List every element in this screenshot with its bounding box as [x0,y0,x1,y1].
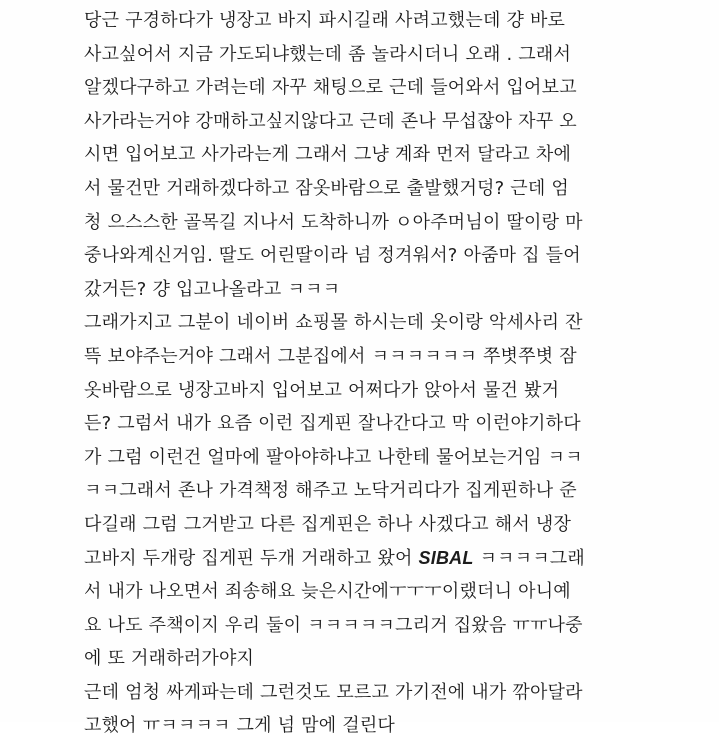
text-line: 서 물건만 거래하겠다하고 잠옷바람으로 출발했거덩? 근데 엄 [84,177,569,199]
text-line: 근데 엄청 싸게파는데 그런것도 모르고 가기전에 내가 깎아달라 [84,681,583,703]
text-line: 청 으스스한 골목길 지나서 도착하니까 ㅇ아주머님이 딸이랑 마 [84,211,583,233]
emphasis-word: SIBAL [418,547,474,568]
line-head: 고바지 두개랑 집게핀 두개 거래하고 왔어 [84,547,413,569]
text-line: 당근 구경하다가 냉장고 바지 파시길래 사려고했는데 걍 바로 [84,10,566,31]
text-line: 알겠다구하고 가려는데 자꾸 채팅으로 근데 들어와서 입어보고 [84,77,577,99]
text-line: 에 또 거래하러가야지 [84,648,255,670]
text-line: 뜩 보야주는거야 그래서 그분집에서 ㅋㅋㅋㅋㅋㅋ 쭈볏쭈볏 잠 [84,345,577,367]
text-line: 요 나도 주책이지 우리 둘이 ㅋㅋㅋㅋㅋ그리거 집왔음 ㅠㅠ나중 [84,614,583,636]
post-body [84,4,644,743]
text-line: 가 그럼 이런건 얼마에 팔아야하냐고 나한테 물어보는거임 ㅋㅋ [84,446,583,468]
text-line: 시면 입어보고 사가라는게 그래서 그냥 계좌 먼저 달라고 차에 [84,144,572,166]
text-line: 다길래 그럼 그거받고 다른 집게핀은 하나 사겠다고 해서 냉장 [84,513,572,535]
text-line: 사가라는거야 강매하고싶지않다고 근데 존나 무섭잖아 자꾸 오 [84,110,577,132]
text-line: 서 내가 나오면서 죄송해요 늦은시간에ㅜㅜㅜ이랬더니 아니예 [84,581,571,603]
text-line: 사고싶어서 지금 가도되냐했는데 좀 놀라시더니 오래 . 그래서 [84,43,572,65]
text-line: 갔거든? 걍 입고나올라고 ㅋㅋㅋ [84,278,341,300]
text-line: 그래가지고 그분이 네이버 쇼핑몰 하시는데 옷이랑 악세사리 잔 [84,312,583,334]
text-line-emphasis [84,542,644,576]
text-line: 옷바람으로 냉장고바지 입어보고 어쩌다가 앉아서 물건 봤거 [84,379,560,401]
text-line: 고했어 ㅠㅋㅋㅋㅋ 그게 넘 맘에 걸린다 [84,715,396,737]
line-tail: ㅋㅋㅋㅋ그래 [479,547,585,569]
text-line: 중나와계신거임. 딸도 어린딸이라 넘 정겨워서? 아줌마 집 들어 [84,245,581,267]
text-line: ㅋㅋ그래서 존나 가격책정 해주고 노닥거리다가 집게핀하나 준 [84,480,577,502]
text-line: 든? 그럼서 내가 요즘 이런 집게핀 잘나간다고 막 이런야기하다 [84,413,581,435]
